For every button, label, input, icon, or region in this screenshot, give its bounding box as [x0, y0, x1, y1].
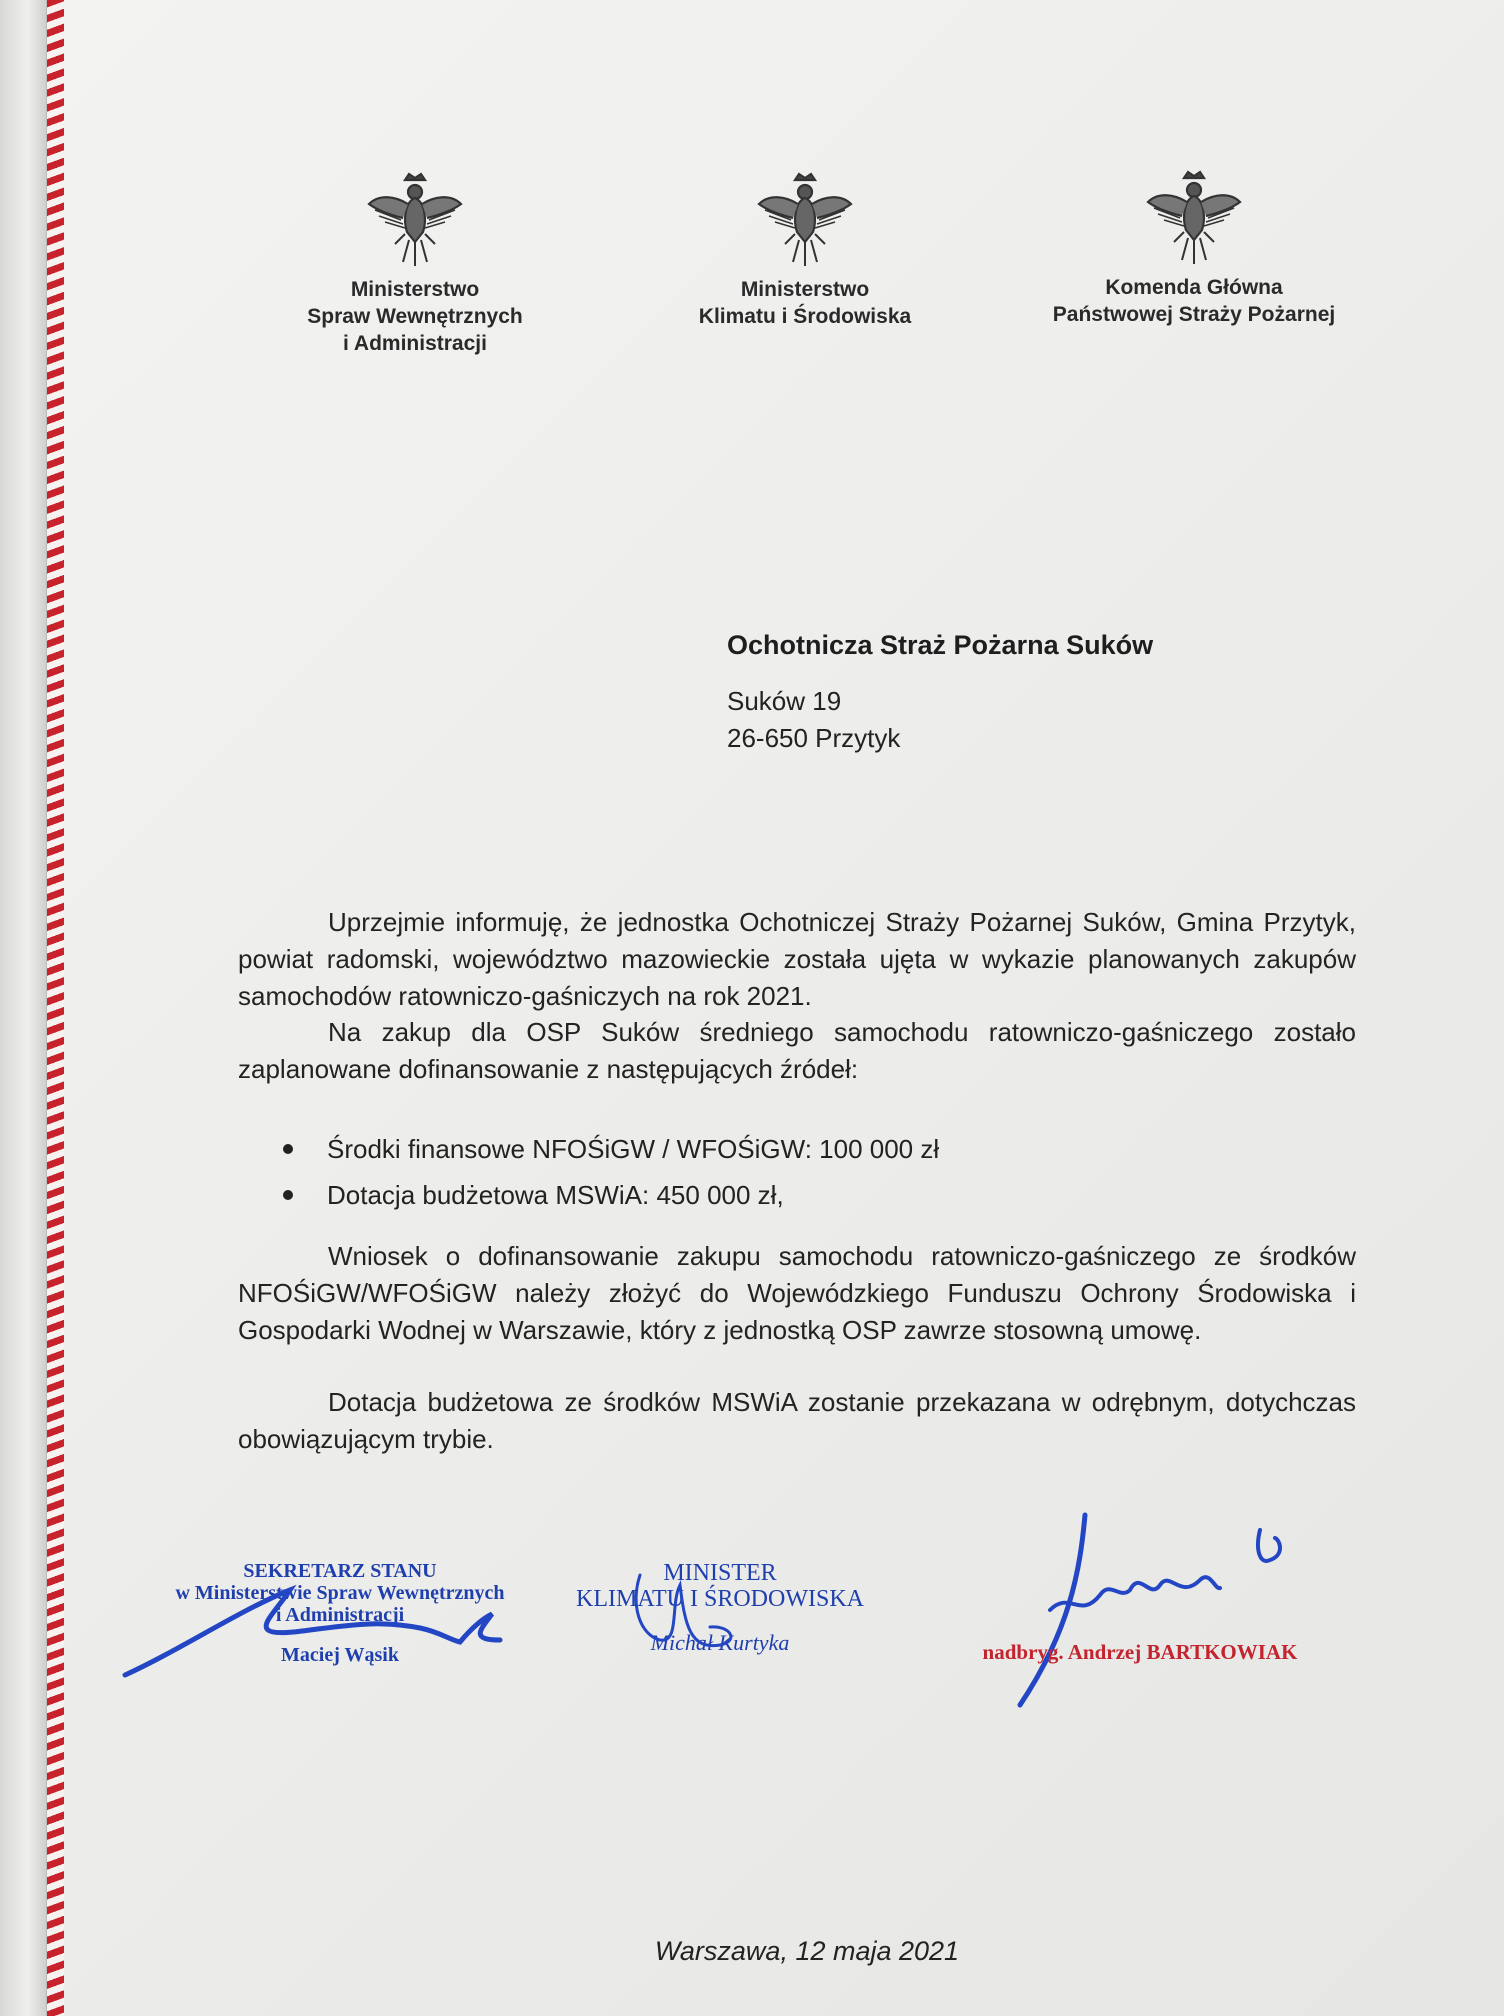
recipient-address-line: Suków 19	[727, 686, 842, 716]
bullet-icon	[283, 1190, 293, 1200]
institution-name: Ministerstwo Spraw Wewnętrznych i Administracji	[307, 278, 523, 355]
body-paragraph: Uprzejmie informuję, że jednostka Ochotniczej Straży Pożarnej Suków, Gmina Przytyk, powiat radomski, województwo mazowieckie została ujęta w wykazie planowanych zakupów samochodów ratowniczo-gaśniczych na rok 2021.	[238, 907, 1356, 1011]
list-item	[283, 1126, 939, 1172]
institution-mkis	[625, 170, 985, 330]
stamp-title: KLIMATU I ŚRODOWISKA	[576, 1586, 864, 1612]
handwritten-signature	[120, 1570, 520, 1690]
signatory-name: nadbryg. Andrzej BARTKOWIAK	[982, 1640, 1298, 1664]
list-item	[283, 1172, 939, 1218]
letter-header	[0, 170, 1504, 370]
institution-name: Ministerstwo Klimatu i Środowiska	[698, 278, 912, 328]
signature-stamp-kgpsp	[980, 1640, 1300, 1665]
list-item-text: Środki finansowe NFOŚiGW / WFOŚiGW: 100 000 zł	[327, 1134, 940, 1164]
body-paragraph: Dotacja budżetowa ze środków MSWiA zostanie przekazana w odrębnym, dotychczas obowiązującym trybie.	[238, 1387, 1356, 1454]
body-paragraph: Wniosek o dofinansowanie zakupu samochodu ratowniczo-gaśniczego ze środków NFOŚiGW/WFOŚiGW należy złożyć do Wojewódzkiego Funduszu Ochrony Środowiska i Gospodarki Wodnej w Warszawie, który z jednostką OSP zawrze stosowną umowę.	[238, 1241, 1356, 1345]
list-item-text: Dotacja budżetowa MSWiA: 450 000 zł,	[327, 1180, 784, 1210]
eagle-emblem-icon	[365, 170, 465, 270]
funding-list	[283, 1126, 939, 1218]
stamp-title: MINISTER	[663, 1560, 777, 1586]
recipient-block	[727, 630, 1153, 757]
stamp-title: i Administracji	[275, 1604, 405, 1626]
handwritten-signature	[620, 1565, 760, 1665]
bullet-icon	[283, 1144, 293, 1154]
stamp-title: SEKRETARZ STANU	[243, 1560, 437, 1582]
institution-name: Komenda Główna Państwowej Straży Pożarnej	[1052, 276, 1336, 326]
place-and-date: Warszawa, 12 maja 2021	[654, 1936, 960, 1966]
recipient-name: Ochotnicza Straż Pożarna Suków	[727, 630, 1154, 660]
institution-mswia	[235, 170, 595, 357]
eagle-emblem-icon	[1144, 168, 1244, 268]
signatory-name: Michał Kurtyka	[650, 1630, 790, 1655]
body-paragraph: Na zakup dla OSP Suków średniego samochodu ratowniczo-gaśniczego zostało zaplanowane dofinansowanie z następujących źródeł:	[238, 1017, 1356, 1084]
signatory-name: Maciej Wąsik	[281, 1644, 399, 1666]
institution-kgpsp	[1014, 168, 1374, 328]
stamp-title: w Ministerstwie Spraw Wewnętrznych	[175, 1582, 505, 1604]
recipient-postal-line: 26-650 Przytyk	[727, 723, 901, 753]
eagle-emblem-icon	[755, 170, 855, 270]
handwritten-signature	[1010, 1510, 1310, 1710]
